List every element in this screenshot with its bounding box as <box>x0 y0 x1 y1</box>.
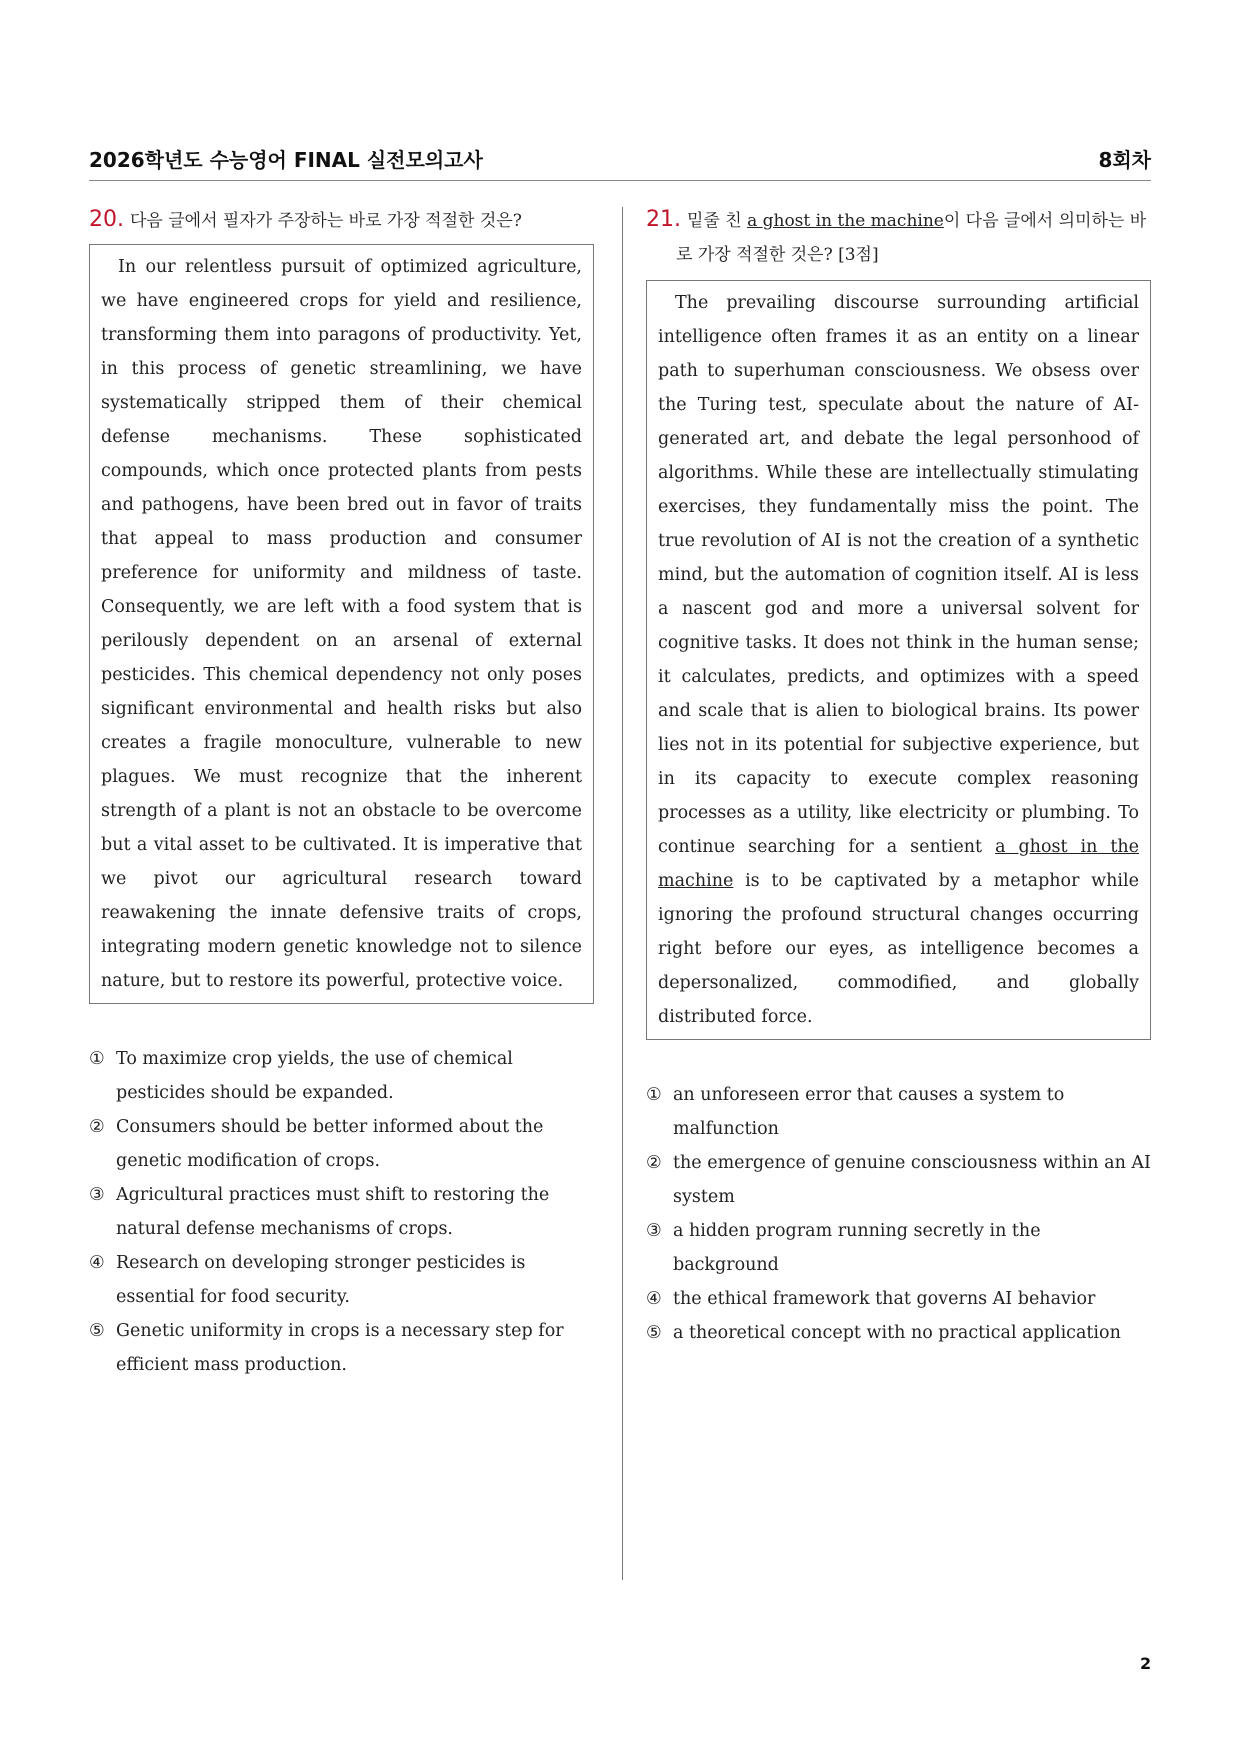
question-number: 20. <box>89 207 124 232</box>
page-header <box>89 140 1151 181</box>
passage-box: In our relentless pursuit of optimized agriculture, we have engineered crops for yield and resilience, transforming them into paragons of productivity. Yet, in this process of genetic streamlining, we have systematically stripped them of their chemical defense mechanisms. These sophisticated compounds, which once protected plants from pests and pathogens, have been bred out in favor of traits that appeal to mass production and consumer preference for uniformity and mildness of taste. Consequently, we are left with a food system that is perilously dependent on an arsenal of external pesticides. This chemical dependency not only poses significant environmental and health risks but also creates a fragile monoculture, vulnerable to new plagues. We must recognize that the inherent strength of a plant is not an obstacle to be overcome but a vital asset to be cultivated. It is imperative that we pivot our agricultural research toward reawakening the innate defensive traits of crops, integrating modern genetic knowledge not to silence nature, but to restore its powerful, protective voice. <box>89 244 594 1004</box>
answer-options <box>646 1078 1151 1350</box>
answer-options <box>89 1042 594 1382</box>
question-20-header <box>89 203 594 238</box>
option-5[interactable]: ⑤ Genetic uniformity in crops is a necessary step for efficient mass production. <box>89 1321 564 1375</box>
question-prompt-pre: 밑줄 친 <box>687 211 742 231</box>
underlined-phrase: a ghost in the machine <box>747 211 944 231</box>
option-1[interactable]: ① an unforeseen error that causes a system to malfunction <box>646 1085 1065 1139</box>
question-number: 21. <box>646 207 681 232</box>
option-1[interactable]: ① To maximize crop yields, the use of chemical pesticides should be expanded. <box>89 1049 513 1103</box>
option-2[interactable]: ② the emergence of genuine consciousness within an AI system <box>646 1153 1151 1207</box>
session-label: 8회차 <box>1098 148 1151 172</box>
option-4[interactable]: ④ Research on developing stronger pesticides is essential for food security. <box>89 1253 526 1307</box>
page-number: 2 <box>1140 1654 1152 1673</box>
question-21 <box>646 203 1151 1350</box>
question-prompt: 다음 글에서 필자가 주장하는 바로 가장 적절한 것은? <box>130 211 522 231</box>
option-5[interactable]: ⑤ a theoretical concept with no practical application <box>646 1323 1121 1343</box>
underlined-phrase: a ghost in the machine <box>658 837 1139 891</box>
exam-title: 2026학년도 수능영어 FINAL 실전모의고사 <box>89 148 483 172</box>
column-divider <box>622 207 623 1580</box>
question-prompt-post: 이 다음 글에서 의미하는 바로 가장 적절한 것은? [3점] <box>676 211 1147 265</box>
passage-box: The prevailing discourse surrounding artificial intelligence often frames it as an entity on a linear path to superhuman consciousness. We obsess over the Turing test, speculate about the nature of AI-generated art, and debate the legal personhood of algorithms. While these are intellectually stimulating exercises, they fundamentally miss the point. The true revolution of AI is not the creation of a synthetic mind, but the automation of cognition itself. AI is less a nascent god and more a universal solvent for cognitive tasks. It does not think in the human sense; it calculates, predicts, and optimizes with a speed and scale that is alien to biological brains. Its power lies not in its potential for subjective experience, but in its capacity to execute complex reasoning processes as a utility, like electricity or plumbing. To continue searching for a sentient a ghost in the machine is to be captivated by a metaphor while ignoring the profound structural changes occurring right before our eyes, as intelligence becomes a depersonalized, commodified, and globally distributed force. <box>646 280 1151 1040</box>
option-3[interactable]: ③ Agricultural practices must shift to restoring the natural defense mechanisms of crops. <box>89 1185 550 1239</box>
option-2[interactable]: ② Consumers should be better informed about the genetic modification of crops. <box>89 1117 544 1171</box>
question-20 <box>89 203 594 1382</box>
option-4[interactable]: ④ the ethical framework that governs AI behavior <box>646 1289 1096 1309</box>
question-21-header <box>646 203 1151 272</box>
option-3[interactable]: ③ a hidden program running secretly in the background <box>646 1221 1041 1275</box>
